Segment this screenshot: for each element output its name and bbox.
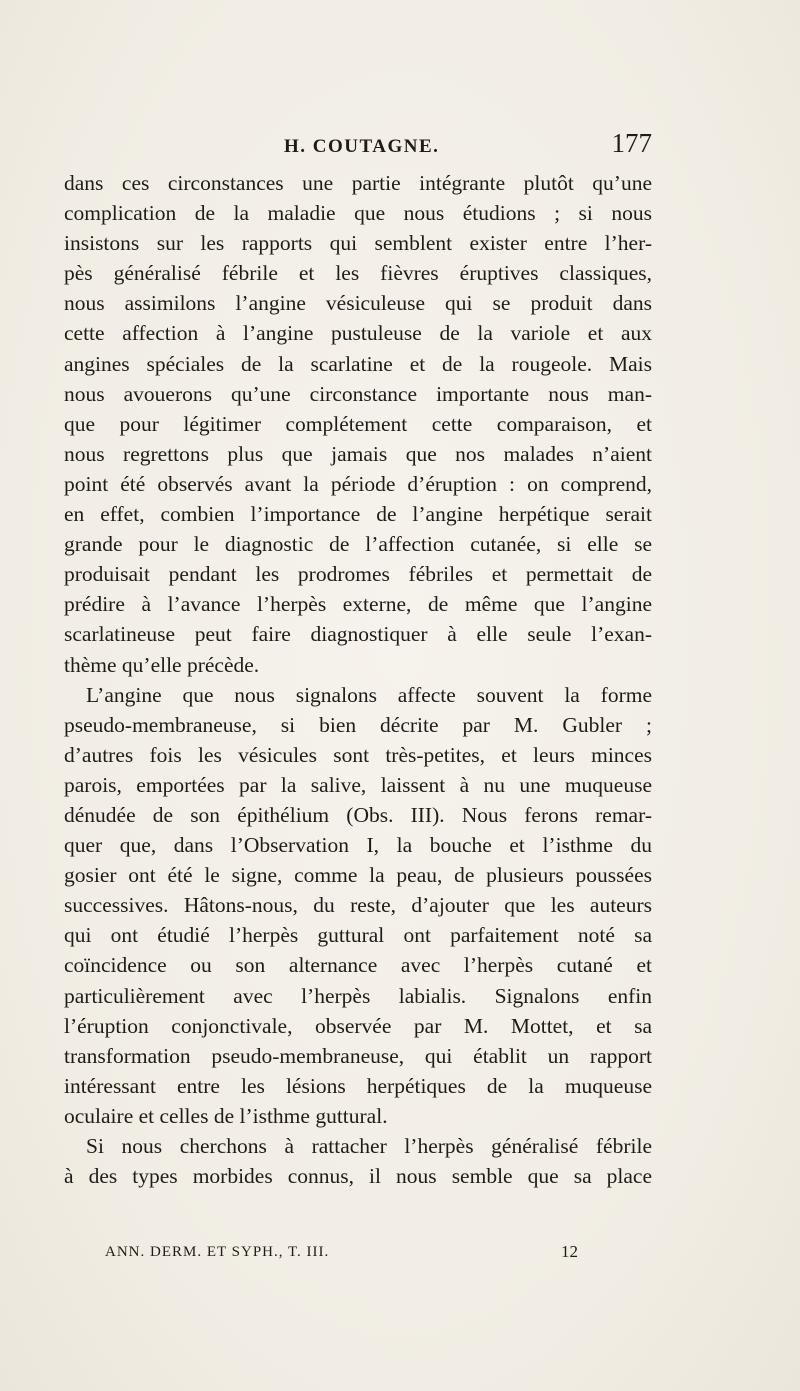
text-line: dans ces circonstances une partie intégrante plutôt qu’une (64, 171, 652, 195)
text-line: pès généralisé fébrile et les fièvres éruptives classiques, (64, 261, 652, 286)
text-line: particulièrement avec l’herpès labialis. Signalons enfin (64, 983, 652, 1008)
text-line: parois, emportées par la salive, laissent à nu une muqueuse (64, 772, 652, 797)
text-line: Si nous cherchons à rattacher l’herpès généralisé fébrile (86, 1134, 652, 1158)
text-line: dénudée de son épithélium (Obs. III). Nous ferons remar- (64, 802, 652, 827)
page-header (64, 128, 652, 168)
signature-number: 12 (561, 1242, 578, 1261)
text-line: scarlatineuse peut faire diagnostiquer à elle seule l’exan- (64, 622, 652, 647)
text-line: complication de la maladie que nous étudions ; si nous (64, 201, 652, 226)
text-line: grande pour le diagnostic de l’affection cutanée, si elle se (64, 532, 652, 557)
text-line: point été observés avant la période d’éruption : on comprend, (64, 471, 652, 496)
paragraph (64, 1131, 652, 1191)
text-line: L’angine que nous signalons affecte souvent la forme (86, 682, 652, 707)
paragraph (64, 168, 652, 680)
page-number: 177 (611, 128, 652, 158)
text-line: quer que, dans l’Observation I, la bouche et l’isthme du (64, 833, 652, 858)
text-line: cette affection à l’angine pustuleuse de la variole et aux (64, 321, 652, 346)
text-line: insistons sur les rapports qui semblent exister entre l’her- (64, 231, 652, 256)
text-line: successives. Hâtons-nous, du reste, d’ajouter que les auteurs (64, 893, 652, 918)
text-line: produisait pendant les prodromes fébriles et permettait de (64, 562, 652, 587)
text-line: l’éruption conjonctivale, observée par M. Mottet, et sa (64, 1013, 652, 1038)
text-line: transformation pseudo-membraneuse, qui établit un rapport (64, 1043, 652, 1068)
text-line: pseudo-membraneuse, si bien décrite par M. Gubler ; (64, 712, 652, 737)
text-line: angines spéciales de la scarlatine et de la rougeole. Mais (64, 351, 652, 376)
text-line: coïncidence ou son alternance avec l’herpès cutané et (64, 953, 652, 978)
text-line: oculaire et celles de l’isthme guttural. (64, 1103, 388, 1128)
text-line: d’autres fois les vésicules sont très-petites, et leurs minces (64, 742, 652, 767)
printer-signature: ANN. DERM. ET SYPH., T. III. (105, 1244, 330, 1260)
text-line: intéressant entre les lésions herpétiques de la muqueuse (64, 1073, 652, 1098)
text-line: que pour légitimer complétement cette comparaison, et (64, 411, 652, 436)
running-title: H. COUTAGNE. (284, 136, 440, 157)
text-line: en effet, combien l’importance de l’angine herpétique serait (64, 502, 652, 527)
text-line: qui ont étudié l’herpès guttural ont parfaitement noté sa (64, 923, 652, 948)
text-line: nous avouerons qu’une circonstance importante nous man- (64, 381, 652, 406)
paragraph (64, 680, 652, 1131)
body-text (64, 168, 652, 1191)
text-line: nous regrettons plus que jamais que nos malades n’aient (64, 441, 652, 466)
page-footer (105, 1244, 585, 1270)
text-line: prédire à l’avance l’herpès externe, de même que l’angine (64, 592, 652, 617)
text-line: à des types morbides connus, il nous semble que sa place (64, 1164, 652, 1189)
text-line: gosier ont été le signe, comme la peau, de plusieurs poussées (64, 863, 652, 888)
text-line: thème qu’elle précède. (64, 652, 260, 677)
text-line: nous assimilons l’angine vésiculeuse qui se produit dans (64, 291, 652, 316)
